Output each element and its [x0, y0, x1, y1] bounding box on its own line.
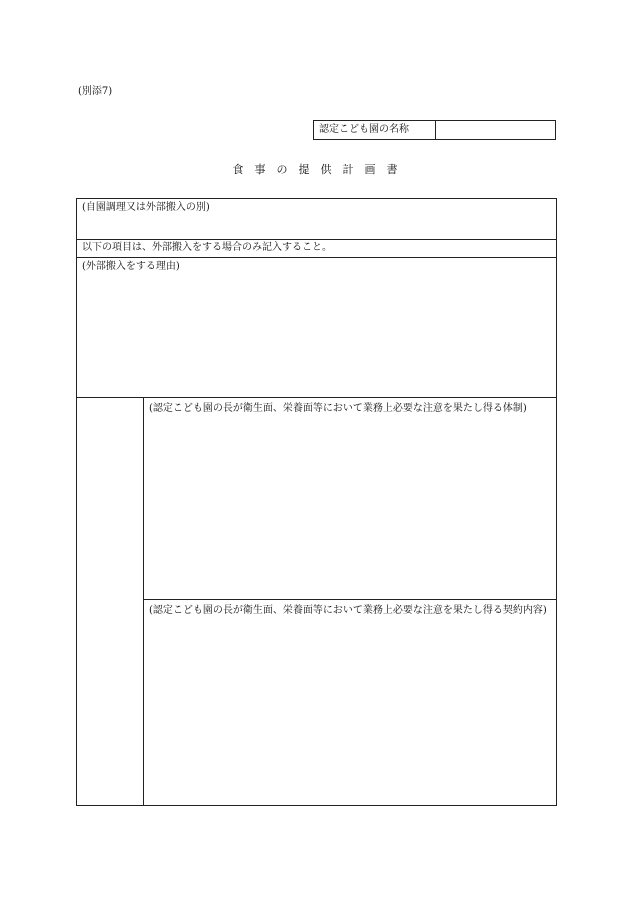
meal-plan-form: [76, 198, 557, 806]
responsibility-section: [77, 398, 556, 805]
facility-name-box: [313, 120, 556, 140]
document-title: 食事の提供計画書: [232, 163, 409, 176]
contract-details-label: (認定こども園の長が衛生面、栄養面等において業務上必要な注意を果たし得る契約内容): [149, 605, 547, 616]
annex-label: (別添7): [78, 86, 113, 97]
oversight-system-field[interactable]: [144, 398, 556, 600]
instruction-note: 以下の項目は、外部搬入をする場合のみ記入すること。: [82, 242, 332, 253]
cooking-method-label: (自園調理又は外部搬入の別): [82, 202, 210, 213]
external-delivery-reason-field[interactable]: [77, 258, 556, 398]
contract-details-field[interactable]: [144, 600, 556, 805]
oversight-system-label: (認定こども園の長が衛生面、栄養面等において業務上必要な注意を果たし得る体制): [149, 403, 527, 414]
external-delivery-reason-label: (外部搬入をする理由): [82, 261, 180, 272]
facility-name-field[interactable]: [436, 121, 555, 139]
instruction-row: [77, 240, 556, 258]
facility-name-label: 認定こども園の名称: [314, 121, 436, 139]
cooking-method-field[interactable]: [77, 199, 556, 240]
section-heading-cell: [77, 398, 144, 805]
